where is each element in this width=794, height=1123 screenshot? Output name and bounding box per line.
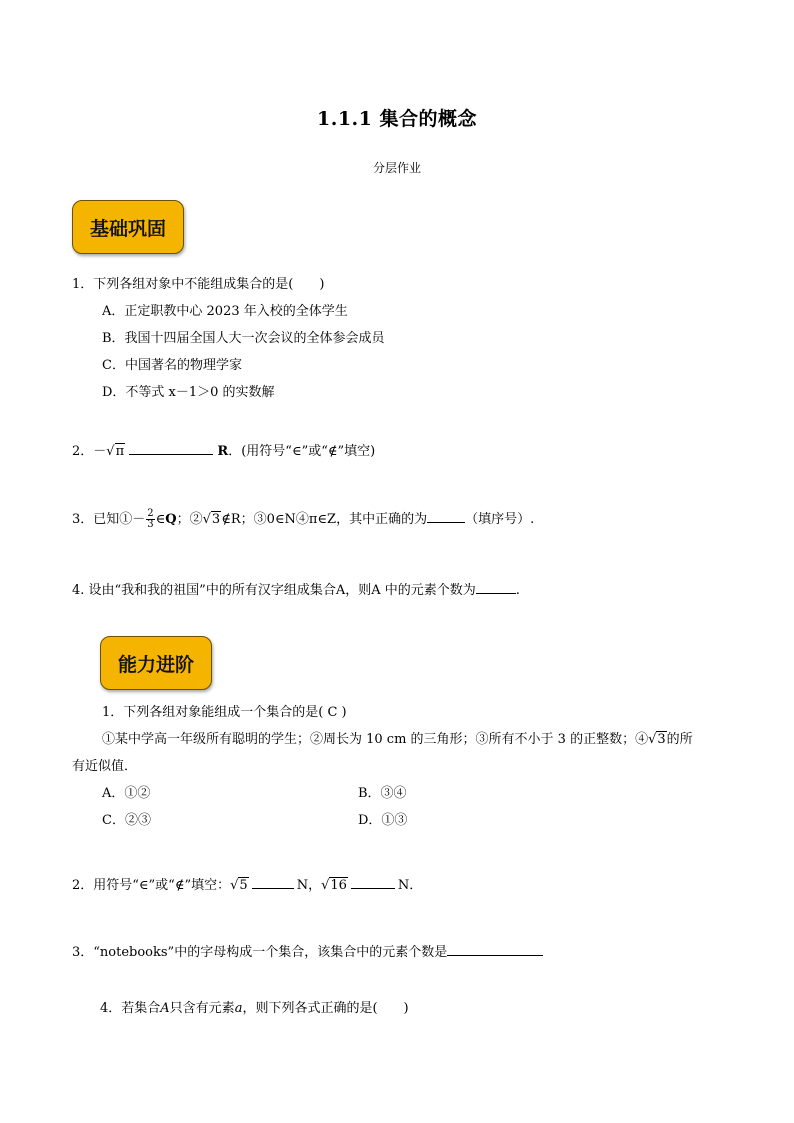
radicand: 5 bbox=[239, 878, 248, 893]
advanced-q1-option-c: C．②③ bbox=[102, 813, 151, 828]
element-of-symbol: ∈ bbox=[155, 512, 166, 527]
answer-blank[interactable] bbox=[351, 876, 395, 889]
answer-blank[interactable] bbox=[447, 943, 543, 956]
set-symbol: R bbox=[217, 444, 229, 459]
answer-blank[interactable] bbox=[427, 510, 465, 523]
fraction-denominator: 3 bbox=[147, 519, 154, 530]
q4-prefix: 4．若集合 bbox=[100, 1001, 161, 1016]
q2-tail: N． bbox=[397, 878, 423, 893]
sqrt-icon: √16 bbox=[321, 878, 347, 893]
element-a: a bbox=[234, 1001, 243, 1016]
fraction bbox=[146, 509, 154, 530]
basic-q1-option-d: D．不等式 x－1＞0 的实数解 bbox=[102, 385, 275, 400]
q4-mid: 只含有元素 bbox=[169, 1001, 235, 1016]
q3-part3: ∉R；③0∈N④π∈Z，其中正确的为 bbox=[221, 512, 428, 527]
fraction-numerator: 2 bbox=[147, 508, 154, 519]
radicand: 3 bbox=[657, 732, 666, 747]
advanced-q1-option-d: D．①③ bbox=[358, 813, 408, 828]
q4-tail: . bbox=[515, 583, 520, 598]
q3-part2: ；② bbox=[176, 512, 203, 527]
q1-body-text: ①某中学高一年级所有聪明的学生；②周长为 10 cm 的三角形；③所有不小于 3 的正整数；④ bbox=[102, 732, 649, 747]
basic-q1-option-c: C．中国著名的物理学家 bbox=[102, 358, 242, 373]
sqrt-icon: √5 bbox=[230, 878, 248, 893]
set-q: Q bbox=[165, 512, 177, 527]
advanced-q1-stem: 1．下列各组对象能组成一个集合的是( C ) bbox=[102, 705, 347, 720]
basic-q2 bbox=[72, 440, 375, 459]
radicand: 3 bbox=[211, 512, 221, 527]
q3-prefix: 3．已知①－ bbox=[72, 512, 146, 527]
advanced-q1-option-a: A．①② bbox=[102, 786, 151, 801]
radicand: π bbox=[115, 444, 125, 459]
answer-blank[interactable] bbox=[129, 442, 213, 455]
basic-q1-option-b: B．我国十四届全国人大一次会议的全体参会成员 bbox=[102, 331, 385, 346]
basic-q1-stem: 1．下列各组对象中不能组成集合的是( ) bbox=[72, 277, 325, 292]
section-badge-label: 能力进阶 bbox=[117, 653, 194, 676]
section-badge-basic bbox=[72, 200, 184, 254]
minus-sign: － bbox=[93, 444, 107, 459]
radicand: 16 bbox=[330, 878, 347, 893]
instruction-text: ．(用符号“∈”或“∉”填空) bbox=[228, 444, 376, 459]
basic-q1-option-a: A．正定职教中心 2023 年入校的全体学生 bbox=[102, 304, 348, 319]
q3-text: 3．“notebooks”中的字母构成一个集合，该集合中的元素个数是 bbox=[72, 945, 448, 960]
sqrt-icon: √3 bbox=[648, 732, 666, 747]
advanced-q4 bbox=[100, 997, 409, 1016]
basic-q3 bbox=[72, 508, 534, 530]
basic-q4 bbox=[72, 579, 520, 598]
q2-mid: N， bbox=[296, 878, 322, 893]
answer-blank[interactable] bbox=[476, 581, 516, 594]
section-badge-label: 基础巩固 bbox=[89, 217, 166, 240]
q4-text: 4. 设由“我和我的祖国”中的所有汉字组成集合A，则A 中的元素个数为 bbox=[72, 583, 476, 598]
advanced-q1-body bbox=[102, 728, 693, 747]
answer-blank[interactable] bbox=[252, 876, 294, 889]
advanced-q1-body-cont: 有近似值． bbox=[72, 759, 138, 774]
q3-tail: （填序号）. bbox=[465, 512, 535, 527]
page-title: 1.1.1 集合的概念 bbox=[316, 108, 477, 130]
question-number: 2． bbox=[72, 444, 94, 459]
section-badge-advanced bbox=[100, 636, 212, 690]
q2-prefix: 2．用符号“∈”或“∉”填空： bbox=[72, 878, 231, 893]
advanced-q1-option-b: B．③④ bbox=[358, 786, 407, 801]
advanced-q3 bbox=[72, 941, 543, 960]
page-subtitle: 分层作业 bbox=[372, 161, 421, 175]
set-a: A bbox=[160, 1001, 170, 1016]
q1-body-end: 的所 bbox=[666, 732, 693, 747]
q4-tail: ，则下列各式正确的是( ) bbox=[242, 1001, 409, 1016]
sqrt-icon: √3 bbox=[202, 512, 221, 527]
advanced-q2 bbox=[72, 874, 422, 893]
sqrt-icon: √π bbox=[106, 444, 125, 459]
